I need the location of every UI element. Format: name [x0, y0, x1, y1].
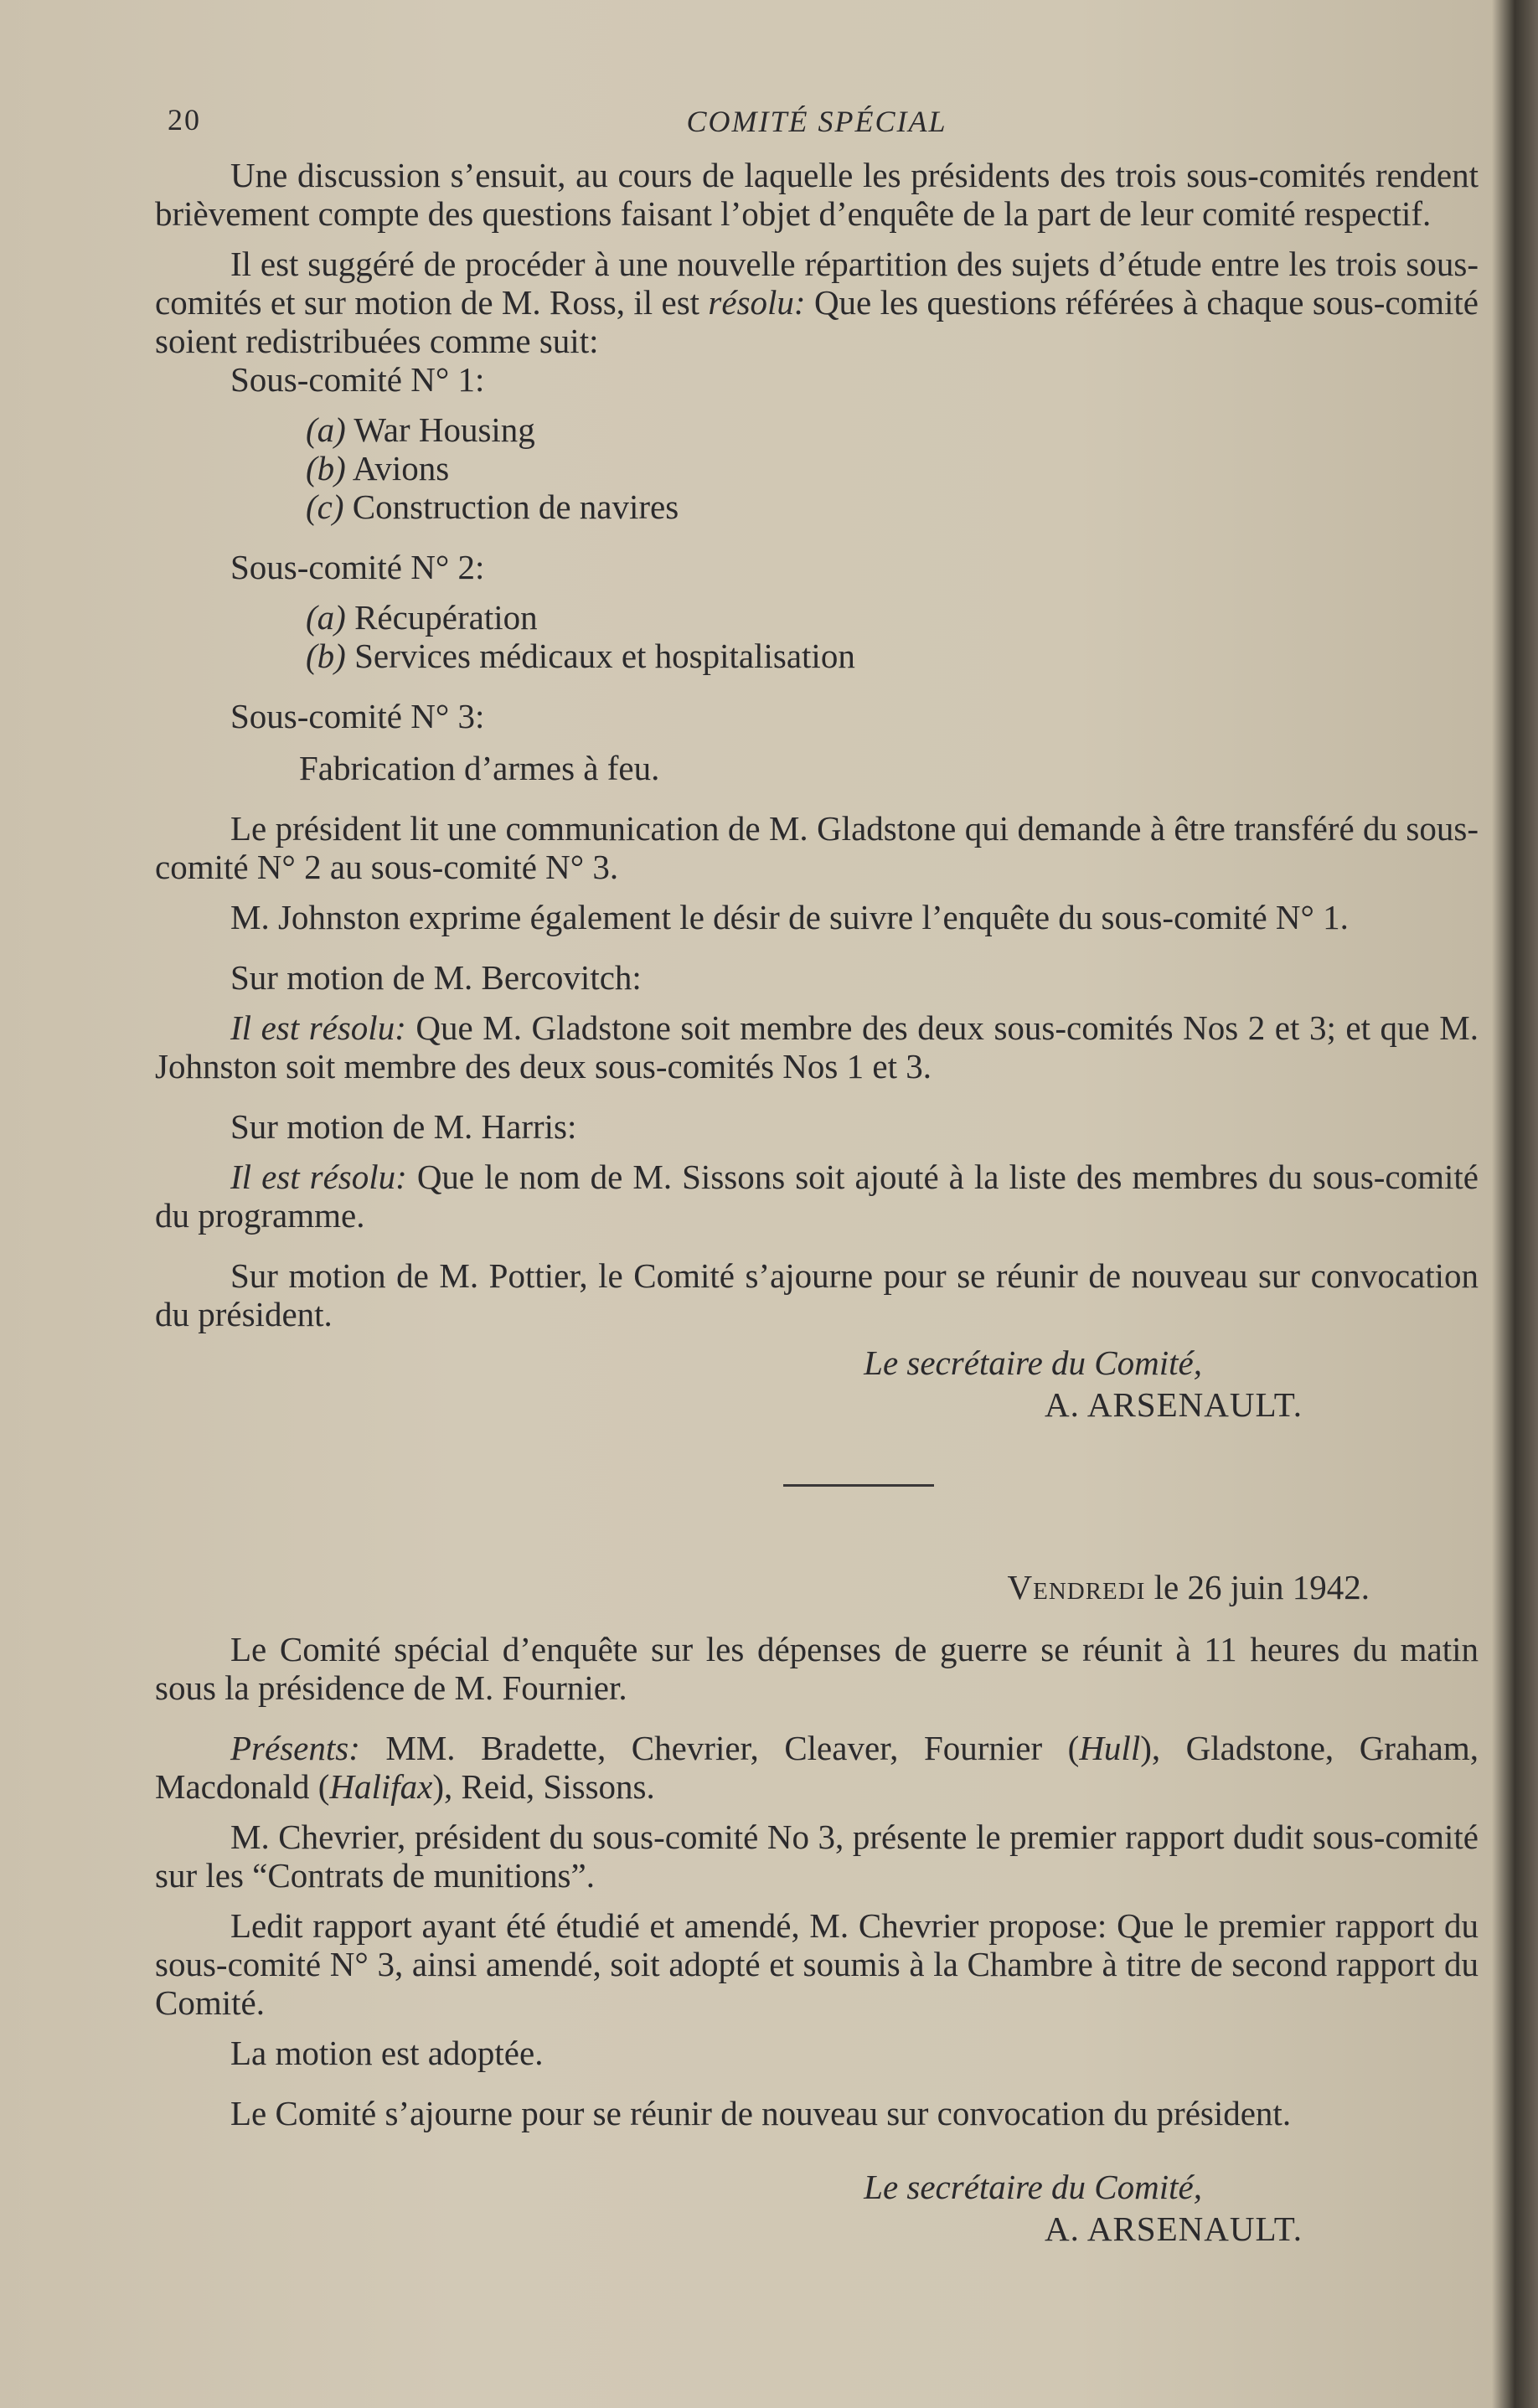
paragraph: Une discussion s’ensuit, au cours de laquelle les présidents des trois sous-comités rendent brièvement compte des questions faisant l’objet d’enquête de la part de leur comité respectif. [155, 156, 1479, 233]
paragraph: Sur motion de M. Pottier, le Comité s’ajourne pour se réunir de nouveau sur convocation du président. [155, 1256, 1479, 1333]
paragraph: M. Chevrier, président du sous-comité No 3, présente le premier rapport dudit sous-comité sur les “Contrats de munitions”. [155, 1818, 1479, 1895]
paragraph: Il est résolu: Que M. Gladstone soit membre des deux sous-comités Nos 2 et 3; et que M. Johnston soit membre des deux sous-comités Nos 1 et 3. [155, 1008, 1479, 1085]
section-divider [783, 1484, 934, 1487]
session-date: Vendredi le 26 juin 1942. [1007, 1568, 1370, 1606]
page-number: 20 [168, 103, 201, 137]
signature-title: Le secrétaire du Comité, [864, 1343, 1202, 1382]
paragraph: Le président lit une communication de M. Gladstone qui demande à être transféré du sous-comité N° 2 au sous-comité N° 3. [155, 809, 1479, 886]
paragraph: La motion est adoptée. [230, 2034, 544, 2072]
subcommittee-1-list [306, 410, 1479, 526]
subcommittee-3-item: Fabrication d’armes à feu. [299, 749, 660, 787]
paragraph: Présents: MM. Bradette, Chevrier, Cleaver, Fournier (Hull), Gladstone, Graham, Macdonald (Halifax), Reid, Sissons. [155, 1729, 1479, 1806]
paragraph: M. Johnston exprime également le désir de suivre l’enquête du sous-comité N° 1. [230, 898, 1349, 936]
signature-name: A. ARSENAULT. [1044, 1385, 1303, 1424]
paragraph: Il est résolu: Que le nom de M. Sissons soit ajouté à la liste des membres du sous-comité du programme. [155, 1158, 1479, 1235]
paragraph: Le Comité spécial d’enquête sur les dépenses de guerre se réunit à 11 heures du matin sous la présidence de M. Fournier. [155, 1630, 1479, 1707]
page-content [155, 94, 1479, 2250]
paragraph: Il est suggéré de procéder à une nouvelle répartition des sujets d’étude entre les trois sous-comités et sur motion de M. Ross, il est résolu: Que les questions référées à chaque sous-comité soient redistribuées comme suit: [155, 245, 1479, 360]
subcommittee-2-list [306, 598, 1479, 675]
subcommittee-2-title: Sous-comité N° 2: [230, 548, 485, 586]
paragraph: Le Comité s’ajourne pour se réunir de nouveau sur convocation du président. [230, 2094, 1292, 2132]
subcommittee-3-title: Sous-comité N° 3: [230, 697, 485, 735]
signature-title: Le secrétaire du Comité, [864, 2168, 1202, 2206]
paragraph: Ledit rapport ayant été étudié et amendé, M. Chevrier propose: Que le premier rapport du sous-comité N° 3, ainsi amendé, soit adopté et soumis à la Chambre à titre de second rapport du Comité. [155, 1906, 1479, 2022]
paragraph: Sur motion de M. Bercovitch: [230, 958, 642, 997]
list-item: (a) Récupération [306, 598, 538, 637]
paragraph: Sur motion de M. Harris: [230, 1107, 577, 1146]
list-item: (a) War Housing [306, 410, 535, 449]
signature-name: A. ARSENAULT. [1044, 2209, 1303, 2248]
running-head: COMITÉ SPÉCIAL [686, 105, 947, 138]
list-item: (c) Construction de navires [306, 487, 679, 526]
page-header [155, 94, 1479, 144]
list-item: (b) Services médicaux et hospitalisation [306, 637, 855, 675]
list-item: (b) Avions [306, 449, 450, 487]
subcommittee-1-title: Sous-comité N° 1: [230, 360, 485, 399]
